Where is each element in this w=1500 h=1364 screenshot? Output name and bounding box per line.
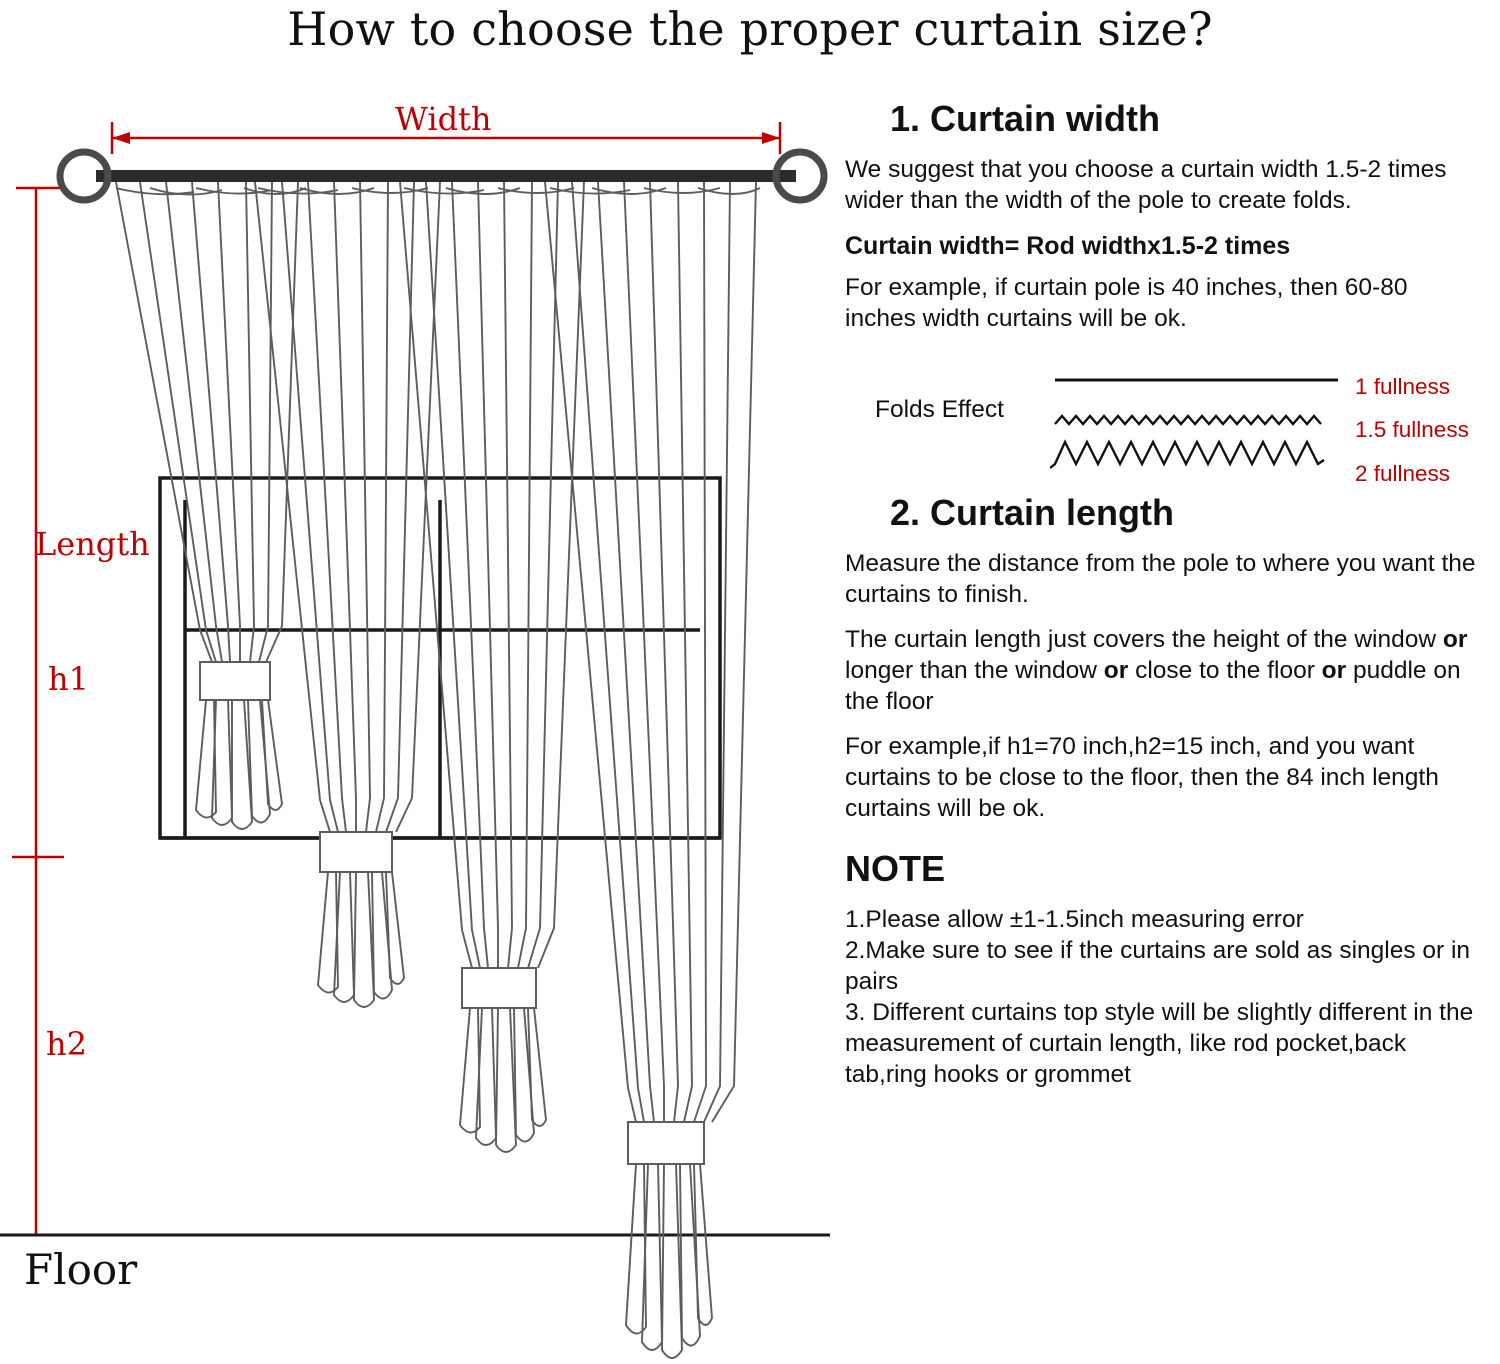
note-item: 1.Please allow ±1-1.5inch measuring error	[845, 906, 1304, 933]
length-label: Length	[35, 525, 150, 563]
length-p2-d: puddle on the floor	[845, 657, 1461, 715]
fullness-label-3: 2 fullness	[1355, 461, 1451, 486]
folds-effect-waves	[1050, 350, 1350, 480]
section-heading-width: 1. Curtain width	[890, 98, 1160, 139]
folds-effect-label: Folds Effect	[875, 396, 1004, 423]
length-p2-a: The curtain length just covers the height of the window	[845, 626, 1443, 653]
note-list	[845, 904, 1485, 1090]
curtain-diagram-svg	[0, 70, 840, 1364]
h1-label: h1	[48, 660, 89, 698]
length-p2-or1: or	[1442, 626, 1468, 653]
note-item: 2.Make sure to see if the curtains are sold as singles or in pairs	[845, 937, 1471, 995]
fullness-label-2: 1.5 fullness	[1355, 417, 1469, 442]
length-p2-or3: or	[1321, 657, 1347, 684]
length-p2-or2: or	[1103, 657, 1129, 684]
length-dimension	[12, 188, 64, 1235]
section-heading-length: 2. Curtain length	[890, 492, 1175, 533]
length-paragraph-1: Measure the distance from the pole to where you want the curtains to finish.	[845, 550, 1476, 608]
folds-effect-diagram	[845, 350, 1485, 486]
section-heading-note: NOTE	[845, 848, 946, 889]
curtain-diagram	[0, 70, 840, 1364]
curtain-panel-1	[116, 182, 306, 829]
length-paragraph-3: For example,if h1=70 inch,h2=15 inch, and you want curtains to be close to the floor, then the 84 inch length curtains will be ok.	[845, 733, 1439, 822]
fullness-label-1: 1 fullness	[1355, 374, 1451, 399]
width-label: Width	[395, 100, 492, 138]
length-p2-c: close to the floor	[1128, 657, 1322, 684]
h2-label: h2	[46, 1025, 87, 1063]
length-paragraph-2	[845, 624, 1485, 717]
width-paragraph-2: For example, if curtain pole is 40 inches, then 60-80 inches width curtains will be ok.	[845, 274, 1408, 332]
note-item: 3. Different curtains top style will be slightly different in the measurement of curtain length, like rod pocket,back tab,ring hooks or grommet	[845, 999, 1474, 1088]
page-title: How to choose the proper curtain size?	[287, 2, 1213, 56]
floor-label: Floor	[24, 1245, 138, 1294]
text-column	[845, 96, 1485, 1090]
curtain-panel-3	[400, 182, 584, 1152]
width-paragraph-1: We suggest that you choose a curtain width 1.5-2 times wider than the width of the pole to create folds.	[845, 156, 1447, 214]
length-p2-b: longer than the window	[845, 657, 1104, 684]
width-formula: Curtain width= Rod widthx1.5-2 times	[845, 232, 1291, 260]
